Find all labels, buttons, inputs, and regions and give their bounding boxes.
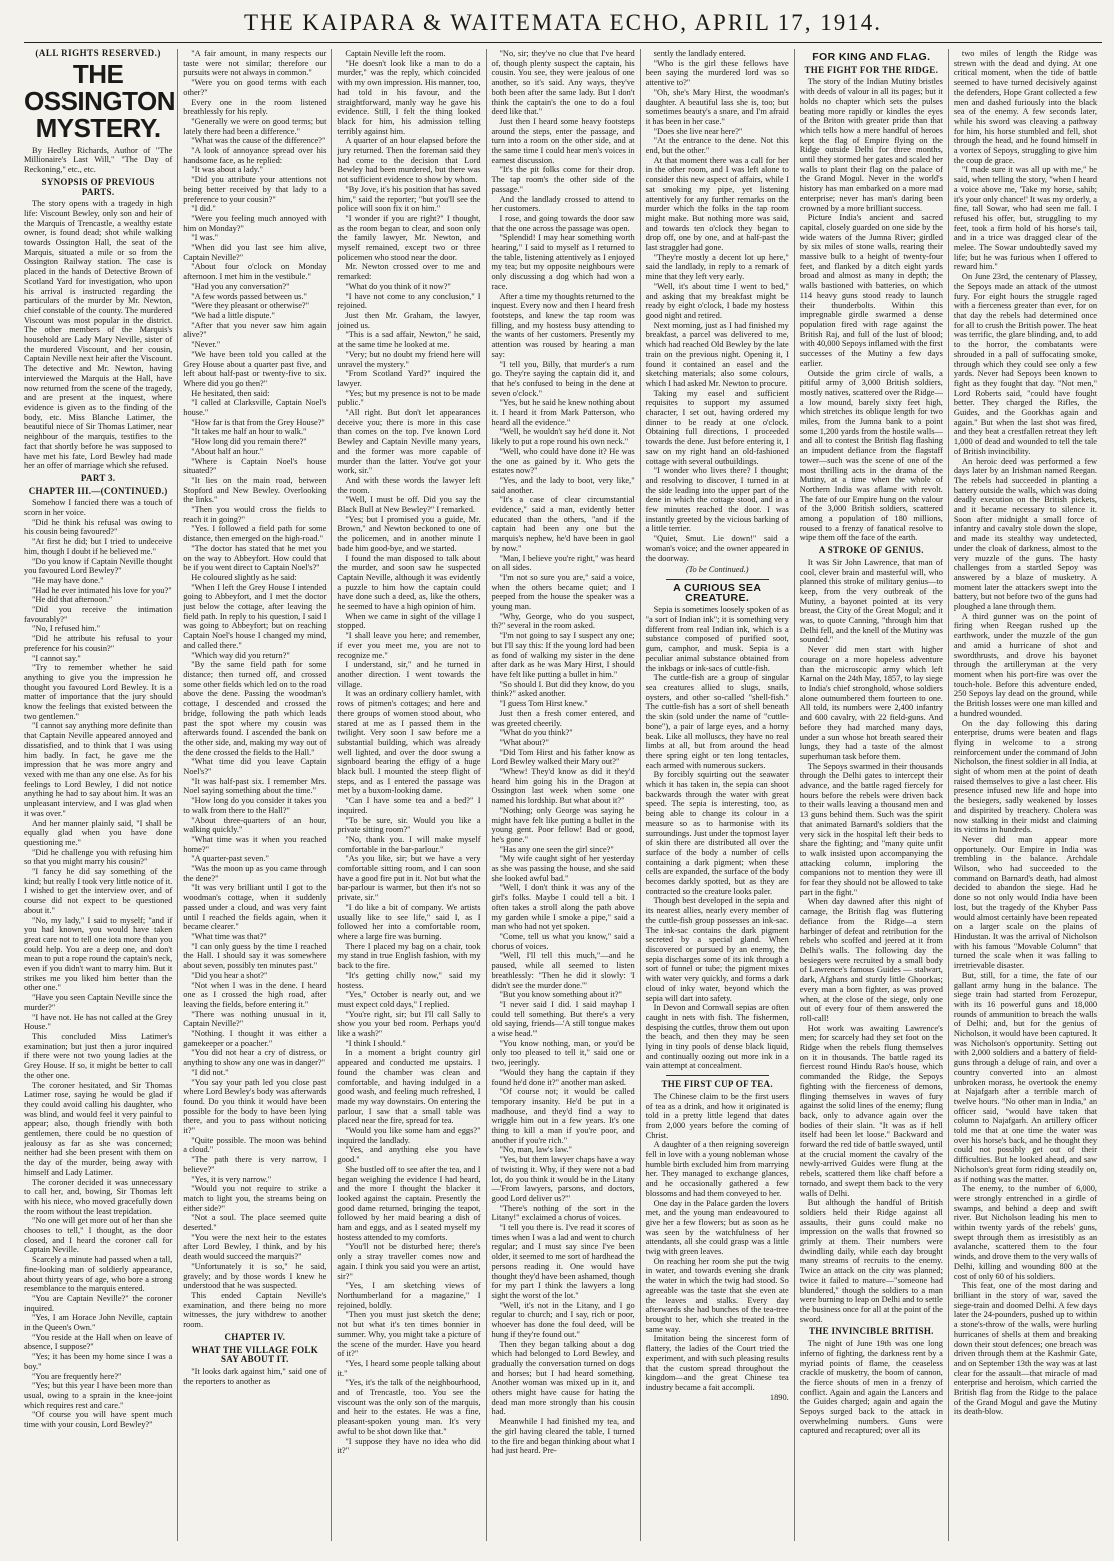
paragraph: "I tell you, Billy, that murder's a rum go. They're saying the captain did it, and that he's confused to being in the dene at seven o'clock."	[491, 359, 635, 398]
paragraph: "No, sir; they've no clue that I've heard of, though plenty suspect the captain, his cousin. You see, they were jealous of one another, so it's said. Any ways, they've both been after the same lady. But I don't think the captain's the one to do a foul deed like that."	[491, 49, 635, 117]
paragraph: "As you like, sir; but we have a very comfortable sitting room, and I can soon have a good fire put in it. Not but what the bar-parlour is warmer, but then it's not so private, sir."	[337, 854, 481, 903]
king-and-flag-heading: FOR KING AND FLAG.	[812, 51, 931, 63]
story-title: THE OSSINGTON MYSTERY.	[24, 58, 176, 143]
paragraph: Never did man appear more opportunely. Our Empire in India was trembling in the balance. Archdale Wilson, who had succeeded to the command on Barnard's death, had almost decided to abandon the siege. Had he done so not only would India have been lost, but the tragedy of the Khyber Pass would almost certainly have been repeated on a larger scale on the plains of Hindustan. It was the arrival of Nicholson with his famous "Movable Column" that turned the scale when it was falling to irretrievable disaster.	[953, 834, 1098, 971]
paragraph: "I shall leave you here; and remember, if ever you meet me, you are not to recognize me."	[337, 631, 481, 660]
paragraph: "When I left the Grey House I intended going to Abbeyfort, and I met the doctor just below the cottage, after leaving the field path. In reply to his question, I said I was going to Abbeyfort; but on reaching Captain Noel's house I changed my mind, and called there."	[183, 582, 327, 650]
paragraph: "Well, I'll tell this much,"—and he paused, while all seemed to listen breathlessly: "Then he did it slowly: 'I didn't see the murder done.'"	[491, 951, 635, 990]
paragraph: "Did you attribute your attentions not being better received by that lady to a preference to your cousin?"	[183, 175, 327, 204]
paragraph: sently the landlady entered.	[653, 49, 746, 58]
paragraph: Then they began talking about a dog which had belonged to Lord Bewley, and gradually the conversation turned on dogs and horses; but I had heard something. Another woman was mixed up in it, and others might have cause for hating the dead man more strongly than his cousin had.	[491, 1339, 635, 1417]
paragraph: "Then you would cross the fields to reach it in going?"	[183, 505, 327, 524]
paragraph: "It looks dark against him," said one of the reporters to another as	[183, 1366, 327, 1386]
paragraph: Meanwhile I had finished my tea, and the girl having cleared the table, I turned to the fire and began thinking about what I had just heard. Pre-	[491, 1417, 635, 1456]
paragraph: Next morning, just as I had finished my breakfast, a parcel was delivered to me, which had reached Old Bewley by the late train on the previous night. Opening it, I found it contained an easel and the sketching materials; also some colours, which I had asked Mr. Newton to procure.	[645, 320, 789, 388]
paragraph: "No, I refused him."	[32, 624, 101, 634]
paragraph: Taking my easel and sufficient requisites to support my assumed character, I set out, having ordered my dinner to be ready at one o'clock. Obtaining full directions, I proceeded towards the dene. Just before entering it, I saw on my right hand an old-fashioned cottage with several outbuildings.	[645, 388, 789, 466]
paragraph: "Had you any conversation?"	[191, 281, 290, 291]
paragraph: An heroic deed was performed a few days later by an Irishman named Reegan. The rebels had succeeded in planting a battery outside the walls, which was doing deadly execution on the British pickets, and it became necessary to silence it. Soon after midnight a small force of infantry and cavalry stole down the slope, and made its stealthy way undetected, under the cloak of darkness, almost to the very muzzle of the guns. The hasty challenges from a startled Sepoy was answered by a blaze of musketry. A moment later the attackers swept into the battery, but not before two of the guns had ploughed a lane through them.	[953, 456, 1098, 612]
paragraph: "Come, tell us what you know," said a chorus of voices.	[491, 931, 635, 951]
paragraph: "Splendid! I may hear something worth hearing," I said to myself as I returned to the table, listening attentively as I enjoyed my tea; but my opposite neighbours were only discussing a dog which had won a race.	[491, 233, 635, 291]
invincible-british-heading: THE INVINCIBLE BRITISH.	[808, 1326, 934, 1337]
paragraph: The Sepoys swarmed in their thousands through the Delhi gates to intercept their advance, and the battle raged fiercely for hours before the rebels were driven back to their walls leaving a thousand men and 13 guns behind them. Such was the spirit that animated Barnard's soldiers that the very sick in the hospital left their beds to share the fighting; and "many quite unfit to walk insisted upon accompanying the attacking column, imploring the companions not to mention they were ill for fear they should not be allowed to take part in the fight."	[799, 761, 943, 897]
paragraph: "About three-quarters of an hour, walking quickly."	[183, 815, 327, 835]
paragraph: "I have not come to any conclusion," I rejoined.	[337, 291, 481, 311]
paragraph: It was Sir John Lawrence, that man of cool, clever brain and masterful will, who planned this stroke of military genius—to keep, from the very outbreak of the Mutiny, a bayonet pointed at its very breast, the City of the Great Mogul; and it was, to quote Canning, "through him that Delhi fell, and the knell of the Mutiny was sounded."	[799, 557, 943, 645]
paragraph: The Chinese claim to be the first users of tea as a drink, and how it originated is told in a pretty little legend that dates from 2,000 years before the coming of Christ.	[645, 1091, 789, 1140]
paragraph: "Were you on good terms with each other?"	[183, 78, 327, 97]
paragraph: "Yes, it is very narrow."	[191, 1174, 272, 1184]
paragraph: "So should I. But did they know, do you think?" asked another.	[491, 679, 635, 699]
paragraph: "It's a case of clear circumstantial evidence," said a man, evidently better educated than the others, "and if the captain had been any one but the marquis's nephew, he'd have been in gaol by now."	[491, 495, 635, 553]
paragraph: "Well, who could have done it? He was the one as gained by it. Who gets the estates now?"	[491, 446, 635, 476]
paragraph: Scarcely a minute had passed when a tall, fine-looking man of soldierly appearance, about thirty years of age, who bore a strong resemblance to the marquis entered.	[24, 1255, 173, 1294]
stroke-of-genius-heading: A STROKE OF GENIUS.	[818, 545, 924, 556]
paragraph: "What about?"	[499, 737, 549, 747]
paragraph: "Did he think his refusal was owing to his cousin being favoured?"	[24, 517, 173, 537]
paragraph: "Were they pleasant or otherwise?"	[191, 301, 310, 311]
paragraph: Just then a fresh comer entered, and was greeted cheerily.	[491, 708, 635, 728]
synopsis-heading: SYNOPSIS OF PREVIOUS PARTS.	[41, 176, 155, 197]
paragraph: "Man, I believe you're right," was heard on all sides.	[491, 553, 635, 573]
paragraph: "Yes. I followed a field path for some distance, then emerged on the high-road."	[183, 524, 327, 544]
paragraph: "You reside at the Hall when on leave of absence, I suppose?"	[24, 1332, 173, 1352]
paragraph: "Try to remember whether he said anything to give you the impression he thought you favoured Lord Bewley. It is a matter of importance that the jury should know the feelings that existed between the two gentlemen."	[24, 663, 173, 721]
chapter-subheading: WHAT THE VILLAGE FOLK SAY ABOUT IT.	[191, 1344, 319, 1365]
paragraph: I understand, sir," and he turned in another direction. I went towards the village.	[337, 660, 481, 689]
column-5	[640, 49, 794, 1541]
column-7	[948, 49, 1102, 1541]
paragraph: "He doesn't look like a man to do a murder," was the reply, which coincided with my own impression. His manner, too, had told in his favour, and the straightforward, manly way he gave his evidence. Still, I felt the thing looked black for him, his admission telling terribly against him.	[337, 58, 481, 136]
paragraph: "What do you think of it now?"	[345, 281, 451, 291]
sea-creature-heading: A CURIOUS SEA CREATURE.	[673, 581, 762, 604]
paragraph: "Why, George, who do you suspect, th?" several in the room asked.	[491, 611, 635, 631]
paragraph: "I called at Clarksville, Captain Noel's house."	[183, 398, 327, 418]
paragraph: "A quarter-past seven."	[191, 854, 269, 864]
article-number: 1890.	[769, 1392, 789, 1402]
paragraph: "A fair amount, in many respects our taste were not similar; therefore our pursuits were not always in common."	[183, 49, 327, 78]
paragraph: "Have you seen Captain Neville since the murder?"	[24, 993, 173, 1012]
paragraph: "I tell you there is. I've read it scores of times when I was a lad and went to church regular; and I must say since I've been older, it seemed to me sort of hardhead the persons reading it. One would have thought they'd have been ashamed, though for my part I think the lawyers a long sight the worst of the lot."	[491, 1223, 635, 1300]
paragraph: "All right. But don't let appearances deceive you; there is more in this case than comes on the top. I've known Lord Bewley and Captain Neville many years, and the former was more capable of murder than the latter. You've got your work, sir."	[337, 408, 481, 476]
paragraph: "To be sure, sir. Would you like a private sitting room?"	[337, 815, 481, 835]
paragraph: "What time was it when you reached home?"	[183, 834, 327, 854]
paragraph: "Whew! They'd know as did it they'd heard him going his in the Dragon at Ossington last week when some one named his lordship. But what about it?"	[491, 767, 635, 806]
paragraph: Picture India's ancient and sacred capital, closely guarded on one side by the wide waters of the Jumna River; girdled by six miles of stone walls, rearing their massive bulk to a height of twenty-four feet, and flanked by a ditch eight yards broad and almost as many in depth; the walls bastioned with batteries, on which 114 heavy guns stood ready to launch their thunderbolts. Within this impregnable girdle swarmed a dense population fired with rage against the British Raj, and full of the lust of blood; with 40,000 Sepoys inflamed with the first successes of the Mutiny a few days earlier.	[799, 213, 943, 368]
paragraph: "About four o'clock on Monday afternoon. I met him in the vestibule."	[183, 262, 327, 282]
paragraph: A daughter of a then reigning sovereign fell in love with a young nobleman whose humble birth excluded him from marrying her. They managed to exchange glances, and he occasionally gathered a few blossoms and had them conveyed to her.	[645, 1140, 789, 1198]
paragraph: "By Jove, it's his position that has saved him," said the reporter; "but you'll see the police will soon fix it on him."	[337, 184, 481, 214]
paragraph: "No, man, law's law."	[499, 1145, 572, 1155]
paragraph: On June 23rd, the centenary of Plassey, the Sepoys made an attack of the utmost fury. For eight hours the struggle raged with a fierceness greater than ever, for on that day the rebels had determined once for all to crush the British power. The heat was terrific, the glare blinding, and, to add to the horror, the combatants were shrouded in a pall of suffocating smoke, through which they could see only a few yards. Never had Sepoys been known to fight as they fought that day. "Not men," Lord Roberts said, "could have fought better. They charged the Rifles, the Guides, and the Goorkhas again and again." But when the last shot was fired, and they beat a crestfallen retreat they left 1,000 of dead and wounded to tell the tale of British invincibility.	[953, 272, 1098, 456]
column-2	[177, 49, 331, 1541]
paragraph: "We had a little dispute."	[191, 310, 275, 320]
paragraph: "Quiet, Smut. Lie down!" said a woman's voice; and the owner appeared in the doorway.	[645, 534, 789, 563]
paragraph: When we came in sight of the village I stopped.	[337, 611, 481, 631]
paragraph: Hot work was awaiting Lawrence's men; for scarcely had they set foot on the Ridge when the rebels flung themselves on it in thousands. The battle raged its fiercest round Hindu Rao's house, which commanded the Ridge, the Sepoys fighting with the fierceness of demons, flinging themselves in waves of fury against the solid lines of the enemy; flung back, only to advance again over the bodies of their slain. "It was as if hell itself had been let loose." Backward and forward the red tide of battle swayed, until at the crucial moment the cavalry of the newly-arrived Guides were flung at the rebels, scattered them like chaff before a tornado, and swept them back to the very walls of Delhi.	[799, 1023, 943, 1198]
paragraph: "He may have done."	[32, 575, 104, 585]
paragraph: "Then you must just sketch the dene; not but what it's ten times bonnier in summer. Why, you might take a picture of the scene of the murder. Have you heard of it?"	[337, 1310, 481, 1359]
paragraph: "Who is the girl these fellows have been saying the murdered lord was so attentive to?"	[645, 58, 789, 88]
paragraph: "I do like a bit of company. We artists usually like to see life," said I, as I followed her into a comfortable room, where a large fire was burning.	[337, 902, 481, 941]
paragraph: "I never said I did. I said mayhap I could tell something. But there's a very old saying, friends—'A still tongue makes a wise head.'"	[491, 999, 635, 1039]
paragraph: "Well, it's not in the Litany, and I go regular to church; and I say, rich or poor, whoever has done the foul deed, will be hung if they're found out."	[491, 1300, 635, 1339]
paragraph: "Of course not; it would be called temporary insanity. He'd be put in a madhouse, and they'd find a way to wriggle him out in a few years. It's one thing to kill a man if you're poor, and another if you're rich."	[491, 1087, 635, 1145]
paragraph: "Yes; but I promised you a guide, Mr. Brown," and Newton beckoned to one of the policemen, and in another minute I bade him good-bye, and we started.	[337, 514, 481, 553]
paragraph: "My wife caught sight of her yesterday as she was passing the house, and she said she looked awful bad."	[491, 854, 635, 883]
paragraph: "Not when I was in the dene. I heard one as I crossed the high road, after leaving the fields, before entering it."	[183, 980, 327, 1009]
paragraph: The night of June 19th was one long inferno of fighting, the darkness rent by a myriad points of flame, the ceaseless crackle of musketry, the boom of cannon, the fierce shouts of men in a frenzy of conflict. Again and again the Lancers and the Guides charged; again and again the Sepoys surged back to the attack in overwhelming numbers. Guns were captured and recaptured; over all its	[799, 1339, 943, 1436]
paragraph: He hesitated, then said:	[191, 388, 270, 398]
paragraph: "I did not."	[191, 1067, 229, 1077]
paragraph: "You are Captain Neville?" the coroner inquired.	[24, 1293, 173, 1313]
paragraph: "Yes, and anything else you have good."	[337, 1145, 481, 1165]
paragraph: "It takes me half an hour to walk."	[191, 427, 307, 437]
paragraph: "Yes, I am sketching views of Northumberland for a magazine," I rejoined, boldly.	[337, 1281, 481, 1310]
chapter-heading: CHAPTER IV.	[224, 1331, 286, 1342]
paragraph: "Yes, it's the talk of the neighbourhood, and of Trencastle, too. You see the viscount was the only son of the marquis, and heir to the estates. He was a fine, pleasant-spoken young man. It's very awful to be shot down like that."	[337, 1378, 481, 1436]
paragraph: "Nothing; only George was saying he might have felt like putting a bullet in the young gent. Poor fellow! Bad or good, he's gone."	[491, 805, 635, 844]
paragraph: "You're right, sir; but I'll call Sally to show you your bed room. Perhaps you'd like a wash?"	[337, 1009, 481, 1039]
column-4	[486, 49, 640, 1541]
paragraph: "From Scotland Yard?" inquired the lawyer.	[337, 369, 481, 388]
paragraph: "They're mostly a decent lot up here," said the landlady, in reply to a remark of mine that they left very early.	[645, 252, 789, 282]
paragraph: "I have not. He has not called at the Grey House."	[24, 1012, 173, 1032]
paragraph: And with these words the lawyer left the room.	[337, 475, 481, 495]
paragraph: "Had he ever intimated his love for you?"	[32, 585, 172, 595]
paragraph: When day dawned after this night of carnage, the British flag was fluttering defiance from the Ridge—a stern harbinger of defeat and retribution for the rebels who scoffed and jeered at it from Delhi's walls. The following day the besiegers were recruited by a small body of Lawrence's famous Guides — stalwart, dark, Afghans and sturdy little Ghoorkas; every man a born fighter, as was proved when, at the close of the siege, only one out of every four of them answered the roll-call!	[799, 897, 943, 1023]
paragraph: I found the man disposed to talk about the murder, and soon saw he suspected Captain Neville, although it was evidently a puzzle to him how the captain could have done such a deed, as, like the others, he seemed to have a high opinion of him.	[337, 553, 481, 612]
paragraph: "You say your path led you close past where Lord Bewley's body was afterwards found. Do you think it would have been possible for the body to have been lying there, and you to pass without noticing it?"	[183, 1077, 327, 1136]
paragraph: "How far is that from the Grey House?"	[191, 417, 325, 427]
paragraph: "You are frequently here?"	[32, 1371, 122, 1381]
column-6	[794, 49, 948, 1541]
paragraph: "At first he did; but I tried to undeceive him, though I doubt if he believed me."	[24, 537, 173, 556]
paragraph: "When did you last see him alive, Captain Neville?"	[183, 243, 327, 262]
paragraph: "You did not hear a cry of distress, or anything to show any one was in danger?"	[183, 1048, 327, 1068]
paragraph: Captain Neville left the room.	[345, 49, 446, 58]
paragraph: "You'll not be disturbed here; there's only a stray traveller comes now and again. I think you said you were an artist, sir?"	[337, 1242, 481, 1281]
paragraph: "What do you think?"	[499, 728, 573, 738]
paragraph: "Do you know if Captain Neville thought you favoured Lord Bewley?"	[24, 556, 173, 576]
paragraph: "I wonder if you are right?" I thought, as the room began to clear, and soon only the family lawyer, Mr. Newton, and myself remained, except two or three policemen who stood near the door.	[337, 213, 481, 262]
paragraph: "What was the cause of the difference?"	[191, 136, 326, 146]
paragraph: "I fancy he did say something of the kind; but really I took very little notice of it. I wished to get the interview over, and of course did not expect to be questioned about it."	[24, 867, 173, 915]
paragraph: "What time was that?"	[191, 931, 267, 941]
divider	[666, 579, 769, 580]
paragraph: "I'm not going to say I suspect any one; but I'll say this: If the young lord had been as fond of walking my sister in the dene after dark as he was Mary Hirst, I should have felt like putting a bullet in him."	[491, 631, 635, 679]
paragraph: Imitation being the sincerest form of flattery, the ladies of the Court tried the experiment, and with such pleasing results that the custom spread throughout the kingdom—and the great Chinese tea industry became a fait accompli.	[645, 1334, 789, 1392]
paragraph: "There was nothing unusual in it, Captain Neville?"	[183, 1009, 327, 1029]
paragraph: "How long do you consider it takes you to walk from there to the Hall?"	[183, 796, 327, 815]
paragraph: Just then I heard some heavy footsteps around the steps, enter the passage, and turn into a room on the other side, and at the same time I could hear men's voices in earnest discussion.	[491, 116, 635, 165]
paragraph: This feat, one of the most daring and brilliant in the story of war, saved the siege-train and doomed Delhi. A few days later the 24-pounders, pushed up to within a stone's-throw of the walls, were hurling hurricanes of shells at them and breaking down their stout defences; one breach was driven through them at the Kashmir Gate, and on September 13th the way was at last clear for the assault—that miracle of mad enterprise and heroism, which carried the British flag from the Ridge to the palace of the Grand Mogul and gave the Mutiny its death-blow.	[953, 1281, 1098, 1417]
paragraph: "It lies on the main road, between Stopford and New Bewley. Overlooking the links."	[183, 475, 327, 505]
paragraph: "I did."	[191, 204, 216, 214]
paragraph: Mr. Newton crossed over to me and remarked:	[337, 262, 481, 282]
paragraph: Just then Mr. Graham, the lawyer, joined us.	[337, 310, 481, 330]
paragraph: "Well, I must be off. Did you say the Black Bull at New Bewley?" I remarked.	[337, 495, 481, 515]
column-3	[331, 49, 485, 1541]
paragraph: Never did men start with higher courage on a more hopeless adventure than the microscopic army which left Karnal on the 24th May, 1857, to lay siege to India's chief stronghold, whose soldiers alone outnumbered them fourteen to one. All told, its numbers were 2,400 infantry and 600 cavalry, with 22 field-guns. And before they had marched many days, under a sun whose hot breath seared their lungs, they had a taste of the almost superhuman task before them.	[799, 645, 943, 761]
paragraph: "There's nothing of the sort in the Litany!" exclaimed a chorus of voices.	[491, 1203, 635, 1223]
paragraph: She bustled off to see after the tea, and I began weighing the evidence I had heard, and the more I thought the blacker it looked against the captain. Presently the good dame returned, bringing the teapot, followed by her maid bearing a dish of ham and eggs, and as I seated myself my hostess attended to my comforts.	[337, 1164, 481, 1242]
paragraph: "No one will get more out of her than she chooses to tell," I thought, as the door closed, and I heard the coroner call for Captain Neville.	[24, 1216, 173, 1255]
paragraph: "It was half-past six. I remember Mrs. Noel saying something about the time."	[183, 776, 327, 796]
paragraph: Outside the grim circle of walls, a pitiful army of 3,000 British soldiers, mostly natives, scattered over the Ridge—a low mound, barely sixty feet high, which stretches its oblique length for two miles, from the Jumna bank to a point some 1,200 yards from the hostile walls—and all to contest the British flag flashing an impudent defiance from the flagstaff tower—such was the scene of one of the most thrilling acts in the drama of the Mutiny, at a time when the whole of Northern India was aflame with revolt. The fate of our Empire hung on the valour of the 3,000 British soldiers, scattered among a population of 180 millions, roused to a frenzy of fanatical resolve to wipe them off the face of the earth.	[799, 368, 943, 543]
paragraph: "No, my lady," I said to myself; "and if you had known, you would have taken great care not to tell one iota more than you could help. You are a deep one, and don't mean to put a rope round the captain's neck, even if you didn't want to marry him. But it strikes me you liked him better than the other one."	[24, 915, 173, 993]
paragraph: On reaching her room she put the twig in water, and towards evening she drank the water in which the twig had stood. So agreeable was the taste that she even ate the leaves and stalks. Every day afterwards she had bunches of the tea-tree brought to her, which she treated in the same way.	[645, 1256, 789, 1334]
paragraph: "After that you never saw him again alive?"	[183, 320, 327, 340]
masthead: THE KAIPARA & WAITEMATA ECHO, APRIL 17, 1914.	[24, 6, 1102, 43]
paragraph: "I suppose they have no idea who did it?"	[337, 1436, 481, 1456]
paragraph: A third gunner was on the point of firing when Reegan rushed up the earthwork, under the muzzle of the gun and amid a hurricane of shot and swordthrusts, and drove his bayonet through the artilleryman at the very moment when his port-fire was over the touch-hole. Before this adventure ended, 250 Sepoys lay dead on the ground, while the British losses were one man killed and a hundred wounded.	[953, 611, 1098, 718]
paragraph: "It's the pit folks come for their drop. The tap room's the other side of the passage."	[491, 165, 635, 194]
paragraph: "Can I have some tea and a bed?" I inquired.	[337, 796, 481, 815]
paragraph: One day in the Palace garden the lovers met, and the young man endeavoured to give her a few flowers; but as soon as he was seen by the watchfulness of her attendants, all she could grasp was a little twig with green leaves.	[645, 1198, 789, 1257]
paragraph: "Where is Captain Noel's house situated?"	[183, 456, 327, 476]
paragraph: "It's getting chilly now," said my hostess.	[337, 970, 481, 990]
paragraph: "Did you receive the intimation favourably?"	[24, 605, 173, 624]
paragraph: "I made sure it was all up with me," he said, when telling the story, "when I heard a voice above me, 'Take my horse, sahib; it's your only chance!' It was my orderly, a fine, tall Sowar, who had seen me fall. I refused his offer, but, struggling to my feet, took a firm hold of his horse's tail, and in a trice was dragged clear of the melee. The Sowar undoubtedly saved my life; but he was furious when I offered to reward him."	[953, 165, 1098, 272]
paragraph: In Devon and Cornwall sepias are often caught in nets with fish. The fishermen, despising the cuttles, throw them out upon the beach, and then they may be seen lying in tiny pools of dense black liquid, and continually oozing out more ink in a vain attempt at concealment.	[645, 1003, 789, 1071]
paragraph: I rose, and going towards the door saw that the one across the passage was open.	[491, 213, 635, 233]
column-1	[24, 49, 177, 1541]
part-heading: PART 3.	[80, 472, 116, 483]
paragraph: The enemy, to the number of 6,000, were strongly entrenched in a girdle of swamps, and behind a deep and swift river. But Nicholson leading his men to within twenty yards of the rebels' guns, swept through them as irresistibly as an avalanche, scattered them to the four winds, and drove them to the very walls of Delhi, killing and wounding 800 at the cost of only 60 of his soldiers.	[953, 1184, 1098, 1281]
paragraph: two miles of length the Ridge was strewn with the dead and dying. At one critical moment, when the tide of battle seemed to have turned decisively against the defenders, Hope Grant collected a few men and dashed furiously into the black sea of the enemy. A few seconds later, while his sword was cleaving a pathway for him, his horse stumbled and fell, shot through the head, and he found himself in a vortex of Sepoys, struggling to give him the coup de grace.	[953, 49, 1098, 165]
paragraph: "Yes; but this year I have been more than usual, owing to a sprain in the knee-joint which requires rest and care."	[24, 1381, 173, 1410]
paragraph: "I'm not so sure you are," said a voice, when the others became quiet; and I peeped from the house the speaker was a young man.	[491, 572, 635, 612]
paragraph: "I guess Tom Hirst knew."	[499, 699, 588, 709]
rights-reserved: (ALL RIGHTS RESERVED.)	[35, 49, 161, 58]
paragraph: "Well, he wouldn't say he'd done it. Not likely to put a rope round his own neck."	[491, 427, 635, 447]
synopsis: The story opens with a tragedy in high life: Viscount Bewley, only son and heir of the Marquis of Trencastle, a wealthy estate owner, is found dead; shot while walking towards Ossington Hall, the seat of the Marquis, situated a mile or so from the Ossington Railway station. The case is placed in the hands of Detective Brown of Scotland Yard for investigation, who upon his arrival is instructed regarding the particulars of the murder by Mr. Newton, chief constable of the county. The murdered Viscount was most popular in the district. The other members of the Marquis's household are Lady Mary Neville, sister of the murdered Viscount, and her cousin, Captain Neville next heir after the Viscount. The detective and Mr. Newton, having interviewed the Marquis at the Hall, have now returned from the scene of the tragedy, and are present at the inquest, where evidence is given as to the finding of the body, etc. Miss Blanche Latimer, the beautiful niece of Sir Thomas Latimer, near neighbour of the marquis, testifies to the fact that shortly before he was supposed to have met his fate, Lord Bewley had made her an offer of marriage which she refused.	[24, 199, 173, 471]
paragraph: "At the entrance to the dene. Not this end, but the other."	[645, 136, 789, 156]
paragraph: "It was very brilliant until I got to the woodman's cottage, when it suddenly passed under a cloud, and was very faint until I reached the fields again, when it became clearer."	[183, 883, 327, 932]
paragraph: "I cannot say anything more definite than that Captain Neville appeared annoyed and dissatisfied, and to think that I was using him badly. In fact, he gave me the impression that he was more angry and vexed with me than any one else. As for his feelings to Lord Bewley, I did not notice anything he had to say about him. It was an unpleasant interview, and I was glad when it was over."	[24, 721, 173, 818]
paragraph: "Does she live near here?"	[653, 126, 743, 136]
paragraph: The coroner decided it was unnecessary to call her, and, bowing, Sir Thomas left with his niece, who moved gracefully down the room without the least trepidation.	[24, 1177, 173, 1216]
paragraph: "The doctor has stated that he met you on the way to Abbeyfort. How could that be if you went direct to Captain Noel's?"	[183, 543, 327, 573]
paragraph: "Yes," October is nearly out, and we must expect cold days," I replied.	[337, 990, 481, 1009]
paragraph: "Would you like some ham and eggs?" inquired the landlady.	[337, 1126, 481, 1145]
paragraph: "I can only guess by the time I reached the Hall. I should say it was somewhere about seven, possibly ten minutes past."	[183, 941, 327, 971]
paragraph: "Generally we were on good terms; but lately there had been a difference."	[183, 116, 327, 136]
paragraph: On the day following this daring enterprise, drums were beaten and flags flying in welcome to a strong reinforcement under the command of John Nicholson, the finest soldier in all India, at sight of whom men at the point of death raised themselves to give a last cheer. His presence infused new life and hope into the besiegers, sadly weakened by losses and dispirited by treachery. Cholera was now stalking in their midst and claiming its victims in hundreds.	[953, 718, 1098, 835]
paragraph: "By the same field path for some distance; then turned off, and crossed some other fields which led on to the road above the dene. Passing the woodman's cottage, I descended and crossed the bridge, following the path which leads past the spot where my cousin was afterwards found. I ascended the bank on the other side, and, making my way out of the dene crossed the fields to the Hall."	[183, 660, 327, 757]
paragraph: "Yes; it has been my home since I was a boy."	[24, 1352, 173, 1371]
paragraph: The coroner hesitated, and Sir Thomas Latimer rose, saying he would be glad if they could avoid calling his daughter, who was blind, and would feel it very painful to appear; also, though friendly with both gentlemen, there could be no question of jealousy as far as she was concerned; neither had she been present with them on the day of the murder, being away with himself and Lady Latimer.	[24, 1080, 173, 1177]
paragraph: The story of the Indian Mutiny bristles with deeds of valour in all its pages; but it holds no chapter which sets the pulses beating more rapidly or kindles the eyes of the Briton with greater pride than that which tells how a mere handful of heroes kept the flag of Empire flying on the Ridge outside Delhi for three months, until they stormed her gates and scaled her walls to plant their flag on the palace of the Grand Mogul. Never in the world's history has man embarked on a more mad enterprise; never has man's daring been crowned by a more brilliant success.	[799, 77, 943, 213]
paragraph: "Yes, and the lady to boot, very like," said another.	[491, 475, 635, 495]
paragraph: By forcibly squirting out the seawater which it has taken in, the sepia can shoot backwards through the water with great speed. The sepia is interesting, too, as being able to change its colour in a measure so as to harmonise with its surroundings. Just under the topmost layer of skin there are distributed all over the surface of the body a number of cells containing a dark pigment; when these cells are expanded, the surface of the body becomes darkly spotted, but as they are contracted so the creature looks paler.	[645, 770, 789, 896]
byline: By Hedley Richards, Author of "The Millionaire's Last Will," "The Day of Reckoning," etc., etc.	[24, 145, 173, 175]
paragraph: This concluded Miss Latimer's examination; but just then a juror inquired if there were not two young ladies at the Grey House. If so, it might be better to call the other one.	[24, 1031, 173, 1080]
paragraph: But, still, for a time, the fate of our gallant army hung in the balance. The siege train had started from Ferozepur, with its 16 powerful guns and 18,000 rounds of ammunition to breach the walls of Delhi; and, but for the genius of Nicholson, it would have been captured. It was Nicholson's opportunity. Setting out with 2,000 soldiers and a battery of field-guns through a deluge of rain, and over a country converted into an almost unbroken morass, he overtook the enemy at Najafgarh after a terrible march of twelve hours. "No other man in India," an officer said, "would have taken that column to Najafgarh. An artillery officer told me that at one time the water was over his horse's back, and he thought they could not possibly get out of their difficulties. But he looked ahead, and saw Nicholson's great form riding steadily on, as if nothing was the matter.	[953, 970, 1098, 1184]
paragraph: At that moment there was a call for her in the other room, and I was left alone to consider this new aspect of affairs, while I sat smoking my pipe, yet listening attentively for any further remarks on the murder which the folks in the tap room might make. But nothing more was said, and towards ten o'clock they began to drop off, one by one, and at half-past the last straggler had gone.	[645, 155, 789, 253]
paragraph: "He did that afternoon."	[32, 595, 113, 605]
paragraph: There I placed my bag on a chair, took my stand in true English fashion, with my back to the fire.	[337, 941, 481, 971]
paragraph: "Yes, but them lawyer chaps have a way of twisting it. Why, if they were not a bad lot, do you think it would be in the Litany—'From lawyers, parsons, and doctors, good Lord deliver us?'"	[491, 1155, 635, 1203]
paragraph: It was an ordinary colliery hamlet, with rows of pitmen's cottages; and here and there groups of women stood about, who stared at me as I passed them in the twilight. Very soon I saw before me a substantial building, which was already well lighted, and over the door swung a signboard bearing the effigy of a huge black bull. I mounted the steep flight of steps, and as I entered the passage was met by a buxom-looking dame.	[337, 689, 481, 796]
paragraph: "Never."	[191, 340, 221, 350]
paragraph: Every one in the room listened breathlessly for his reply.	[183, 97, 327, 117]
paragraph: "Nothing. I thought it was either a gamekeeper or a poacher."	[183, 1029, 327, 1048]
paragraph: "This is a sad affair, Newton," he said, at the same time he looked at me.	[337, 330, 481, 350]
paragraph: "Did he challenge you with refusing him so that you might marry his cousin?"	[24, 847, 173, 867]
paragraph: The cuttle-fish are a group of singular sea creatures allied to slugs, snails, oysters, and other so-called "shell-fish." The cuttle-fish has a sort of shell beneath the skin (sold under the name of "cuttle-bone"), a pair of large eyes, and a horny beak. Like all molluscs, they have no real limbs at all, but from around the head there spring eight or ten long tentacles, each armed with numerous suckers.	[645, 673, 789, 770]
paragraph: "How long did you remain there?"	[191, 437, 307, 447]
paragraph: "No, thank you. I will make myself comfortable in the bar-parlour."	[337, 834, 481, 854]
divider	[666, 1075, 769, 1076]
paragraph: "Would they hang the captain if they found he'd done it?" another man asked.	[491, 1067, 635, 1087]
paragraph: "What time did you leave Captain Noel's?"	[183, 757, 327, 777]
paragraph: "Would you not require to strike a match to light you, the streams being on either side?"	[183, 1184, 327, 1213]
chapter-heading: CHAPTER III.—(CONTINUED.)	[28, 485, 168, 496]
paragraph: "Has any one seen the girl since?"	[499, 844, 614, 854]
paragraph: "You were the next heir to the estates after Lord Bewley, I think, and by his death would succeed the marquis?"	[183, 1232, 327, 1262]
paragraph: "But you know something about it?"	[499, 990, 622, 1000]
paragraph: "I think I should."	[345, 1038, 406, 1048]
paragraph: "Very; but no doubt my friend here will unravel the mystery."	[337, 349, 481, 369]
paragraph: "Unfortunately it is so," he said, gravely; and by those words I knew he understood that he was suspected.	[183, 1261, 327, 1291]
paragraph: "Which way did you return?"	[191, 650, 290, 660]
paragraph: "Did you hear a shot?"	[191, 970, 268, 980]
paragraph: "It was about a lady."	[191, 165, 263, 175]
paragraph: "Yes, I heard some people talking about it."	[337, 1358, 481, 1378]
paragraph: And her manner plainly said, "I shall be equally glad when you have done questioning me."	[24, 818, 173, 847]
paragraph: "Were you feeling much annoyed with him on Monday?"	[183, 213, 327, 233]
paragraph: "Well, I don't think it was any of the girl's folks. Maybe I could tell a bit. I often takes a stroll along the path above my garden while I smoke a pipe," said a man who had not yet spoken.	[491, 883, 635, 932]
paragraph: "Yes, I am Horace John Neville, captain in the Queen's Own."	[24, 1313, 173, 1333]
paragraph: "A few words passed between us."	[191, 291, 307, 301]
paragraph: "About half an hour."	[191, 446, 264, 456]
paragraph: After a time my thoughts returned to the inquest. Every now and then I heard fresh footsteps, and knew the tap room was filling, and my hostess busy attending to the wants of her customers. Presently my attention was roused by hearing a man say:	[491, 291, 635, 359]
paragraph: In a moment a bright country girl appeared and conducted me upstairs. I found the chamber was clean and comfortable, and having indulged in a good wash, and feeling much refreshed, I made my way downstairs. On entering the parlour, I saw that a small table was placed near the fire, spread for tea.	[337, 1048, 481, 1126]
paragraph: "Well, it's about time I went to bed," and asking that my breakfast might be ready by eight o'clock, I bade my hostess good night and retired.	[645, 281, 789, 320]
paragraph: This ended Captain Neville's examination, and there being no more witnesses, the jury withdrew to another room.	[183, 1291, 327, 1330]
paragraph: "I wonder who lives there? I thought; and resolving to discover, I turned in at the side leading into the upper part of the dene in which the cottage stood, and in a few minutes reached the door. I was instantly greeted by the vicious barking of a little terrier.	[645, 466, 789, 534]
to-be-continued: (To be Continued.)	[685, 565, 749, 575]
paragraph: "Yes; but my presence is not to be made public."	[337, 388, 481, 408]
paragraph: "Was the moon up as you came through the dene?"	[183, 864, 327, 883]
paragraph: "Did Tom Hirst and his father know as Lord Bewley walked their Mary out?"	[491, 747, 635, 767]
paragraph: But although the handful of British soldiers held their Ridge against all assaults, their guns could make no impression on the walls that frowned so grimly at them. Their numbers were dwindling daily, while each day brought many streams of recruits to the enemy. Twice an attack on the city was planned; twice it failed to mature—"someone had blundered," though the soldiers to a man were burning to leap on Delhi and to settle the business once for all at the point of the sword.	[799, 1198, 943, 1324]
columns	[24, 49, 1102, 1541]
paragraph: Though best developed in the sepia and its nearest allies, nearly every member of the cuttle-fish group possesses an ink-sac. The ink-sac contains the dark pigment secreted by a special gland. When discovered or pursued by an enemy, the sepia discharges some of its ink through a sort of funnel or tube; the pigment mixes with water very quickly, and forms a dark cloud of inky water, beyond which the sepia will dart into safety.	[645, 896, 789, 1003]
paragraph: A quarter of an hour elapsed before the jury returned. Then the foreman said they had come to the decision that Lord Bewley had been murdered, but there was not sufficient evidence to show by whom.	[337, 136, 481, 185]
paragraph: "I cannot say."	[32, 653, 81, 663]
paragraph: "Yes, but he said he knew nothing about it. I heard it from Mark Patterson, who heard all the evidence."	[491, 398, 635, 427]
paragraph: Sepia is sometimes loosely spoken of as "a sort of Indian ink"; it is something very different from real Indian ink, which is a substance composed of purified soot, gum, camphor, and musk. Sepia is a peculiar animal substance obtained from the inkbags or ink-sacs of cuttle-fish.	[645, 605, 789, 673]
paragraph: "You know nothing, man, or you'd be only too pleased to tell it," said one or two, jeeringly.	[491, 1038, 635, 1068]
paragraph: And the landlady crossed to attend to her customers.	[491, 194, 635, 214]
paragraph: "We have been told you called at the Grey House about a quarter past five, and left about half-past or twenty-five to six. Where did you go then?"	[183, 349, 327, 388]
paragraph: "Did he attribute his refusal to your preference for his cousin?"	[24, 634, 173, 653]
paragraph: "The path there is very narrow, I believe?"	[183, 1155, 327, 1174]
fight-for-ridge-subheading: THE FIGHT FOR THE RIDGE.	[804, 64, 939, 75]
paragraph: "Of course you will have spent much time with your cousin, Lord Bewley?"	[24, 1410, 173, 1430]
paragraph: "Not a soul. The place seemed quite deserted."	[183, 1213, 327, 1233]
paragraph: Somehow I fancied there was a touch of scorn in her voice.	[24, 498, 173, 518]
paragraph: "Oh, she's Mary Hirst, the woodman's daughter. A beautiful lass she is, too; but sometimes beauty's a snare, and I'm afraid it has been in her case."	[645, 87, 789, 126]
paragraph: "I was."	[191, 233, 219, 243]
paragraph: He coloured slightly as he said:	[191, 572, 297, 582]
first-cup-of-tea-heading: THE FIRST CUP OF TEA.	[661, 1079, 773, 1090]
paragraph: "Quite possible. The moon was behind a cloud."	[183, 1135, 327, 1155]
paragraph: "A look of annoyance spread over his handsome face, as he replied:	[183, 146, 327, 165]
